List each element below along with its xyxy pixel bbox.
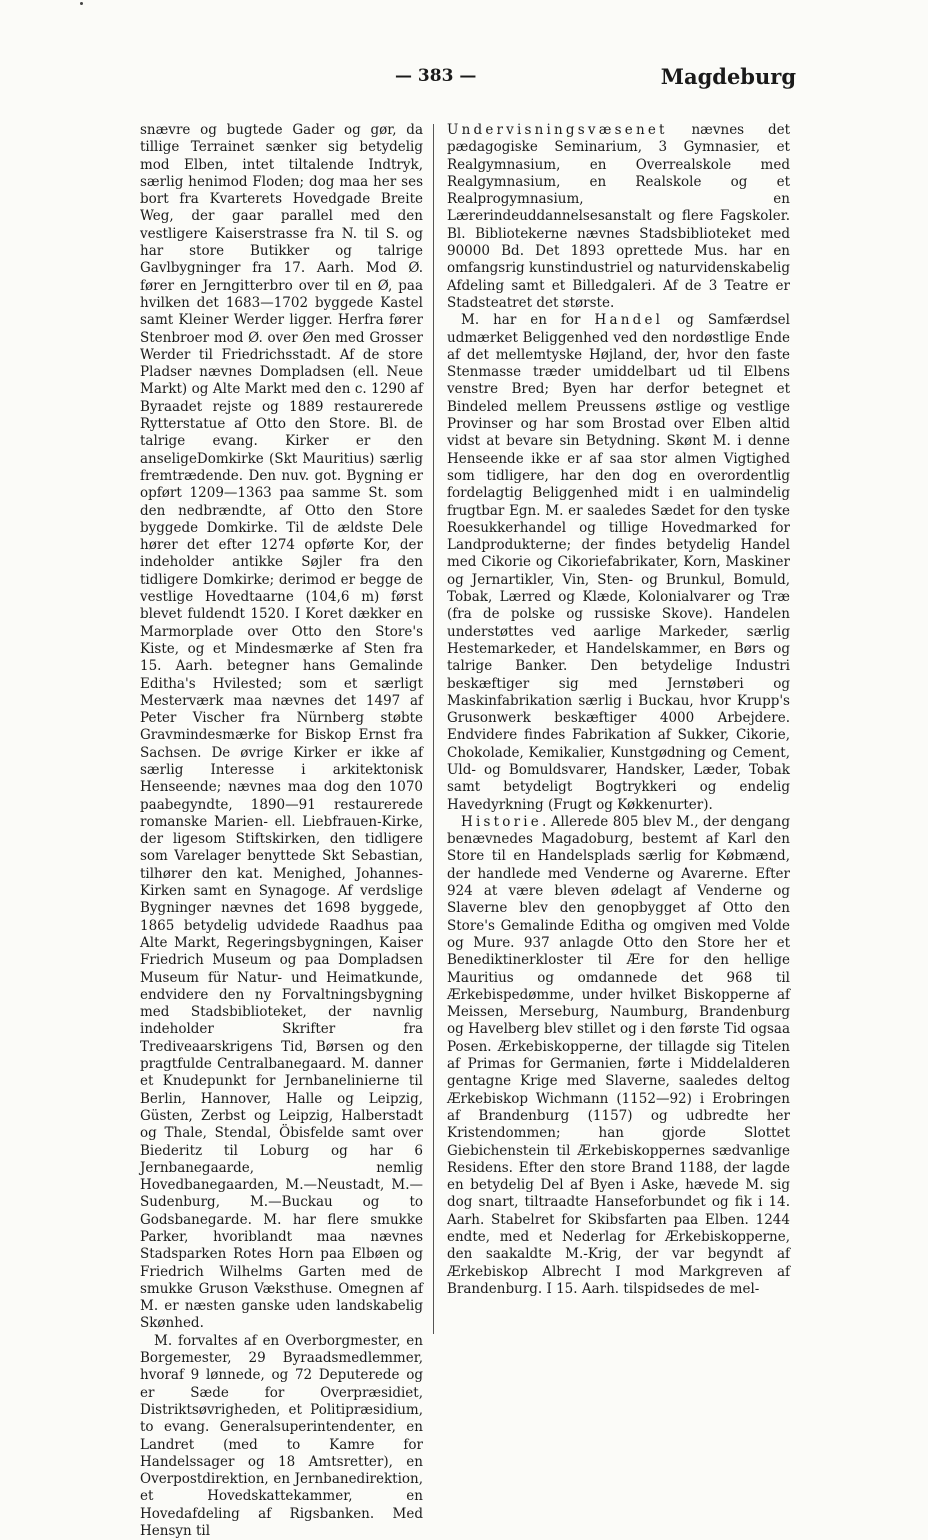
paragraph-city-description: snævre og bugtede Gader og gør, da tillige Terrainet sænker sig betydelig mod Elben, intet tiltalende Indtryk, særlig henimod Floden; dog maa her ses bort fra Kvarterets Hovedgade Breite Weg, der gaar parallel med den vestligere Kaiserstrasse fra N. til S. og har store Butikker og talrige Gavlbygninger fra 17. Aarh. Mod Ø. fører en Jerngitterbro over til en Ø, paa hvilken det 1683—1702 byggede Kastel samt Kleiner Werder ligger. Herfra fører Stenbroer mod Ø. over Øen med Grosser Werder til Friedrichsstadt. Af de store Pladser nævnes Dompladsen (ell. Neue Markt) og Alte Markt med den c. 1290 af Byraadet rejste og 1889 restaurerede Rytterstatue af Otto den Store. Bl. de talrige evang. Kirker er den anseligeDomkirke (Skt Mauritius) særlig fremtrædende. Den nuv. got. Bygning er opført 1209—1363 paa samme St. som den nedbrændte, af Otto den Store byggede Domkirke. Til de ældste Dele hører det efter 1274 opførte Kor, der indeholder antikke Søjler fra den tidligere Domkirke; derimod er begge de vestlige Hovedtaarne (104,6 m) først blevet fuldendt 1520. I Koret dækker en Marmorplade over Otto den Store's Kiste, og et Mindesmærke af Sten fra 15. Aarh. betegner hans Gemalinde Editha's Hvilested; som et særligt Mesterværk maa nævnes det 1497 af Peter Vischer fra Nürnberg støbte Gravmindesmærke for Biskop Ernst fra Sachsen. De øvrige Kirker er ikke af særlig Interesse i arkitektonisk Henseende; nævnes maa dog den 1070 paabegyndte, 1890—91 restaurerede romanske Marien- ell. Liebfrauen-Kirke, der ligesom Stiftskirken, den tidligere som Varelager benyttede Skt Sebastian, tilhører den kat. Menighed, Johannes-Kirken samt en Synagoge. Af verdslige Bygninger nævnes det 1698 byggede, 1865 betydelig udvidede Raadhus paa Alte Markt, Regeringsbygningen, Kaiser Friedrich Museum og paa Dompladsen Museum für Natur- und Heimatkunde, endvidere den ny Forvaltningsbygning med Stadsbiblioteket, der navnlig indeholder Skrifter fra Trediveaarskrigens Tid, Børsen og den pragtfulde Centralbanegaard. M. danner et Knudepunkt for Jernbanelinierne til Berlin, Hannover, Halle og Leipzig, Güsten, Zerbst og Leipzig, Halberstadt og Thale, Stendal, Öbisfelde samt over Biederitz til Loburg og har 6 Jernbanegaarde, nemlig Hovedbanegaarden, M.—Neustadt, M.—Sudenburg, M.—Buckau og to Godsbanegarde. M. har flere smukke Parker, hvoriblandt maa nævnes Stadsparken Rotes Horn paa Elbøen og Friedrich Wilhelms Garten med de smukke Gruson Væksthuse. Omegnen af M. er næsten ganske uden landskabelig Skønhed. — [140, 122, 423, 1332]
running-head: Magdeburg — [660, 64, 796, 89]
page-number: — 383 — — [395, 66, 477, 86]
paragraph-education-text: nævnes det pædagogiske Seminarium, 3 Gymnasier, et Realgymnasium, en Overrealskole med Realgymnasium, en Realskole og et Realprogymnasium, en Lærerindeuddannelsesanstalt og flere Fagskoler. Bl. Bibliotekerne nævnes Stadsbiblioteket med 90000 Bd. Det 1893 oprettede Mus. har en omfangsrig kunstindustriel og naturvidenskabelig Afdeling samt et Billedgaleri. Af de 3 Teatre er Stadsteatret det største. — [447, 122, 790, 311]
paragraph-history — [447, 814, 790, 1298]
left-column — [140, 122, 423, 1540]
spaced-heading-history: Historie — [461, 813, 542, 830]
page-header — [0, 66, 928, 96]
column-divider — [433, 124, 434, 1334]
paragraph-administration: M. forvaltes af en Overborgmester, en Borgemester, 29 Byraadsmedlemmer, hvoraf 9 lønnede, og 72 Deputerede og er Sæde for Overpræsidiet, Distriktsøvrigheden, et Politipræsidium, to evang. Generalsuperintendenter, en Landret (med to Kamre for Handelssager og 18 Amtsretter), en Overpostdirektion, en Jernbanedirektion, et Hovedskattekammer, en Hovedafdeling af Rigsbanken. Med Hensyn til — [140, 1332, 423, 1540]
paragraph-trade-text: og Samfærdsel udmærket Beliggenhed ved den nordøstlige Ende af det mellemtyske Højland, der, hvor den faste Stenmasse træder umiddelbart ud til Elbens venstre Bred; Byen har derfor betegnet et Bindeled mellem Preussens østlige og vestlige Provinser og har som Brostad over Elben altid vidst at bevare sin Betydning. Skønt M. i denne Henseende ikke er af saa stor almen Vigtighed som tidligere, har den dog en overordentlig fordelagtig Beliggenhed midt i en ualmindelig frugtbar Egn. M. er saaledes Sædet for den tyske Roesukkerhandel og tillige Hovedmarked for Landprodukterne; der findes betydelig Handel med Cikorie og Cikoriefabrikater, Korn, Maskiner og Jernartikler, Vin, Sten- og Brunkul, Bomuld, Tobak, Lærred og Klæde, Kolonialvarer og Træ (fra de polske og russiske Skove). Handelen understøttes ved aarlige Markeder, særlig Hestemarkeder, et Handelskammer, en Børs og talrige Banker. Den betydelige Industri beskæftiger sig med Jernstøberi og Maskinfabrikation særlig i Buckau, hvor Krupp's Grusonwerk beskæftiger 4000 Arbejdere. Endvidere findes Fabrikation af Sukker, Cikorie, Chokolade, Kemikalier, Kunstgødning og Cement, Uld- og Bomuldsvarer, Handsker, Læder, Tobak samt betydeligt Bogtrykkeri og endelig Havedyrkning (Frugt og Køkkenurter). — [447, 312, 790, 813]
spaced-heading-education: Undervisningsvæsenet — [447, 122, 668, 138]
print-speck — [80, 2, 83, 5]
paragraph-education — [447, 122, 790, 312]
right-column — [447, 122, 790, 1298]
paragraph-history-text: . Allerede 805 blev M., der dengang benævnedes Magadoburg, bestemt af Karl den Store til en Handelsplads særlig for Købmænd, der handlede med Venderne og Avarerne. Efter 924 at være bleven ødelagt af Venderne og Slaverne blev den genopbygget af Otto den Store's Gemalinde Editha og omgiven med Volde og Mure. 937 anlagde Otto den Store her et Benediktinerkloster til Ære for den hellige Mauritius og omdannede det 968 til Ærkebispedømme, under hvilket Biskopperne af Meissen, Merseburg, Naumburg, Brandenburg og Havelberg blev stillet og i den første Tid ogsaa Posen. Ærkebiskopperne, der tillagde sig Titelen af Primas for Germanien, førte i Middelalderen gentagne Krige med Slaverne, saaledes deltog Ærkebiskop Wichmann (1152—92) i Erobringen af Brandenburg (1157) og udbredte her Kristendommen; han gjorde Slottet Giebichenstein til Ærkebiskoppernes sædvanlige Residens. Efter den store Brand 1188, der lagde en betydelig Del af Byen i Aske, hævede M. sig dog snart, tiltraadte Hanseforbundet og fik i 14. Aarh. Stabelret for Skibsfarten paa Elben. 1244 endte, med et Nederlag for Ærkebiskopperne, den saakaldte M.-Krig, der var begyndt af Ærkebiskop Albrecht I mod Markgreven af Brandenburg. I 15. Aarh. tilspidsedes de mel- — [447, 813, 790, 1297]
paragraph-trade-pre: M. har en for — [461, 312, 595, 329]
paragraph-trade — [447, 312, 790, 814]
spaced-heading-trade: Handel — [594, 312, 664, 329]
